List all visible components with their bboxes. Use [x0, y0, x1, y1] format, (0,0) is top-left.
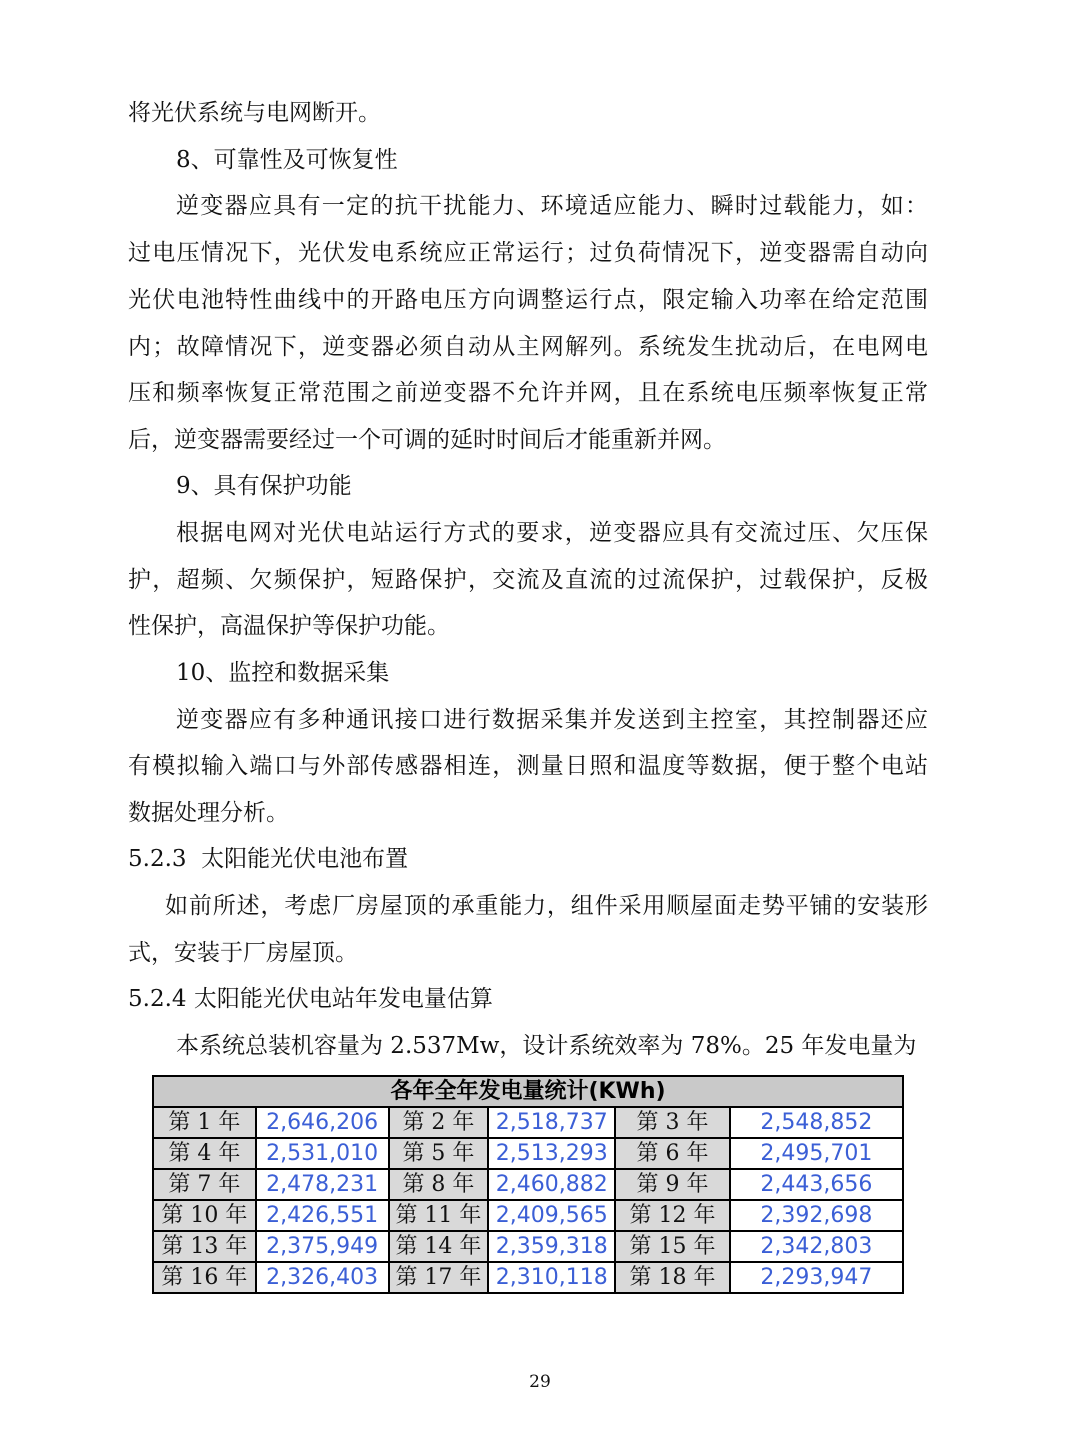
table-title: 各年全年发电量统计(KWh) — [153, 1076, 903, 1107]
body-line: 内；故障情况下，逆变器必须自动从主网解列。系统发生扰动后，在电网电 — [128, 334, 928, 360]
year-label-cell: 第 14 年 — [389, 1231, 489, 1262]
year-label-cell: 第 10 年 — [153, 1200, 256, 1231]
section-heading-monitoring: 10、监控和数据采集 — [176, 660, 390, 686]
generation-value-cell: 2,375,949 — [256, 1231, 389, 1262]
body-line: 光伏电池特性曲线中的开路电压方向调整运行点，限定输入功率在给定范围 — [128, 287, 928, 313]
year-label-cell: 第 8 年 — [389, 1169, 489, 1200]
year-label-cell: 第 4 年 — [153, 1138, 256, 1169]
body-line: 逆变器应具有一定的抗干扰能力、环境适应能力、瞬时过载能力，如： — [176, 193, 928, 219]
body-line: 性保护，高温保护等保护功能。 — [128, 613, 450, 639]
generation-value-cell: 2,478,231 — [256, 1169, 389, 1200]
year-label-cell: 第 12 年 — [615, 1200, 730, 1231]
year-label-cell: 第 13 年 — [153, 1231, 256, 1262]
body-line: 过电压情况下，光伏发电系统应正常运行；过负荷情况下，逆变器需自动向 — [128, 240, 928, 266]
generation-value-cell: 2,460,882 — [488, 1169, 615, 1200]
table-row — [153, 1262, 903, 1293]
generation-value-cell: 2,359,318 — [488, 1231, 615, 1262]
generation-value-cell: 2,310,118 — [488, 1262, 615, 1293]
table-row — [153, 1200, 903, 1231]
table-row — [153, 1169, 903, 1200]
section-heading-524: 5.2.4 太阳能光伏电站年发电量估算 — [128, 986, 493, 1012]
year-label-cell: 第 5 年 — [389, 1138, 489, 1169]
body-line: 有模拟输入端口与外部传感器相连，测量日照和温度等数据，便于整个电站 — [128, 753, 928, 779]
year-label-cell: 第 1 年 — [153, 1107, 256, 1138]
annual-generation-table — [152, 1075, 904, 1294]
body-line: 逆变器应有多种通讯接口进行数据采集并发送到主控室，其控制器还应 — [176, 707, 928, 733]
generation-value-cell: 2,392,698 — [730, 1200, 903, 1231]
generation-value-cell: 2,443,656 — [730, 1169, 903, 1200]
table-body — [153, 1107, 903, 1293]
generation-value-cell: 2,293,947 — [730, 1262, 903, 1293]
section-heading-reliability: 8、可靠性及可恢复性 — [176, 147, 398, 173]
body-line: 如前所述，考虑厂房屋顶的承重能力，组件采用顺屋面走势平铺的安装形 — [165, 893, 928, 919]
year-label-cell: 第 11 年 — [389, 1200, 489, 1231]
year-label-cell: 第 9 年 — [615, 1169, 730, 1200]
year-label-cell: 第 6 年 — [615, 1138, 730, 1169]
table-row — [153, 1138, 903, 1169]
generation-value-cell: 2,342,803 — [730, 1231, 903, 1262]
body-line: 护，超频、欠频保护，短路保护，交流及直流的过流保护，过载保护，反极 — [128, 567, 928, 593]
table-row — [153, 1231, 903, 1262]
generation-value-cell: 2,513,293 — [488, 1138, 615, 1169]
year-label-cell: 第 2 年 — [389, 1107, 489, 1138]
year-label-cell: 第 17 年 — [389, 1262, 489, 1293]
generation-value-cell: 2,646,206 — [256, 1107, 389, 1138]
year-label-cell: 第 7 年 — [153, 1169, 256, 1200]
generation-value-cell: 2,531,010 — [256, 1138, 389, 1169]
year-label-cell: 第 3 年 — [615, 1107, 730, 1138]
generation-value-cell: 2,326,403 — [256, 1262, 389, 1293]
generation-value-cell: 2,518,737 — [488, 1107, 615, 1138]
body-line: 数据处理分析。 — [128, 800, 289, 826]
table-header-row — [153, 1076, 903, 1107]
table-row — [153, 1107, 903, 1138]
year-label-cell: 第 18 年 — [615, 1262, 730, 1293]
body-line: 根据电网对光伏电站运行方式的要求，逆变器应具有交流过压、欠压保 — [176, 520, 928, 546]
generation-value-cell: 2,409,565 — [488, 1200, 615, 1231]
body-line: 压和频率恢复正常范围之前逆变器不允许并网，且在系统电压频率恢复正常 — [128, 380, 928, 406]
body-line: 式，安装于厂房屋顶。 — [128, 940, 358, 966]
generation-value-cell: 2,495,701 — [730, 1138, 903, 1169]
year-label-cell: 第 16 年 — [153, 1262, 256, 1293]
body-line: 后，逆变器需要经过一个可调的延时时间后才能重新并网。 — [128, 427, 726, 453]
page-number: 29 — [529, 1372, 551, 1392]
body-line: 本系统总装机容量为 2.537Mw，设计系统效率为 78%。25 年发电量为 — [176, 1033, 917, 1059]
section-heading-protection: 9、具有保护功能 — [176, 473, 352, 499]
generation-value-cell: 2,548,852 — [730, 1107, 903, 1138]
year-label-cell: 第 15 年 — [615, 1231, 730, 1262]
section-heading-523: 5.2.3 太阳能光伏电池布置 — [128, 846, 409, 872]
body-line: 将光伏系统与电网断开。 — [128, 100, 381, 126]
generation-value-cell: 2,426,551 — [256, 1200, 389, 1231]
